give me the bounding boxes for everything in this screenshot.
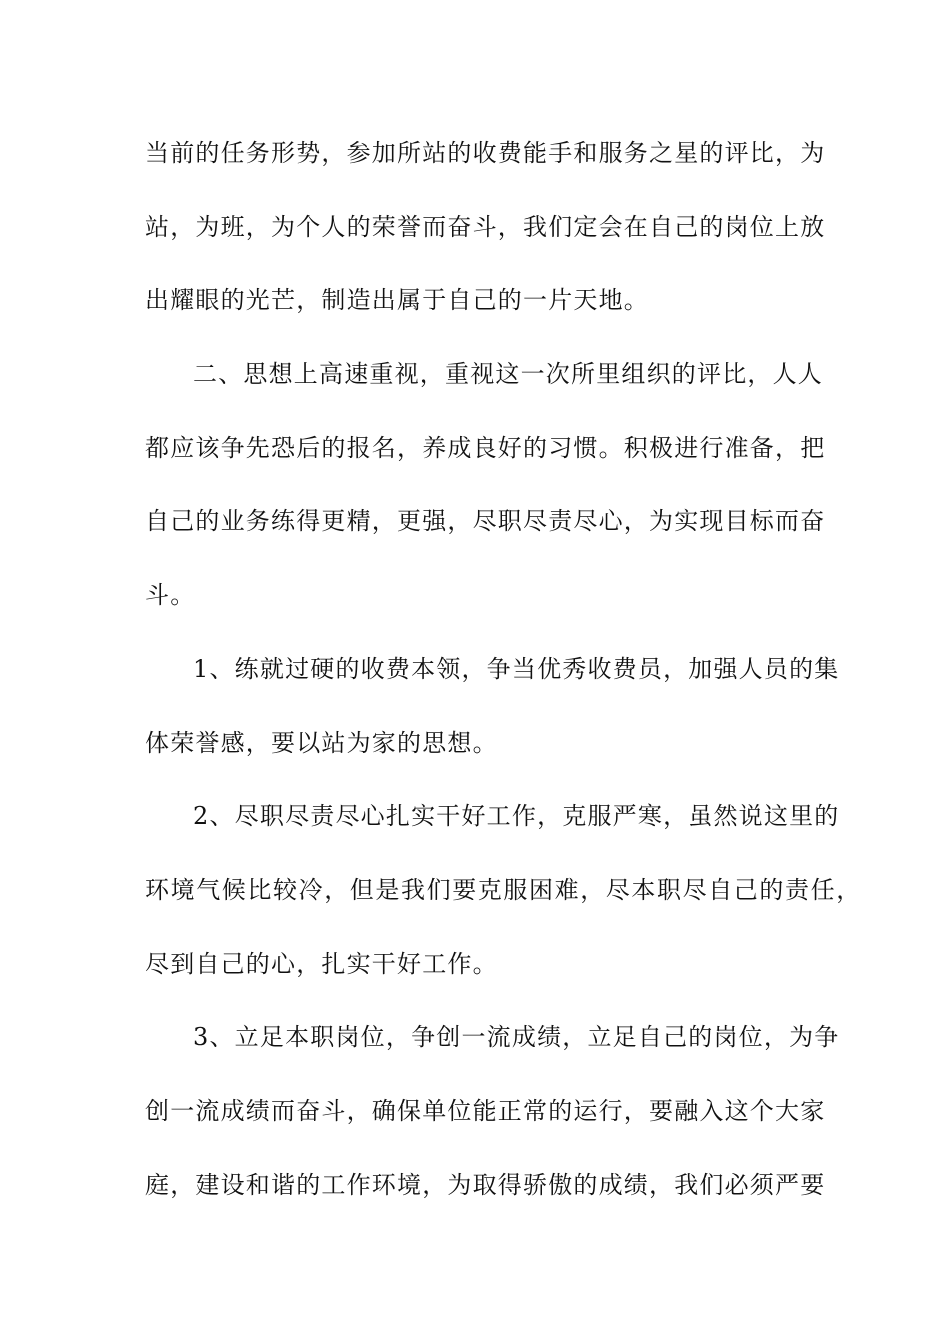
text-line: 斗。 [145, 581, 196, 610]
text-line: 当前的任务形势，参加所站的收费能手和服务之星的评比，为 [145, 139, 826, 167]
item-3-first-line: 3、立足本职岗位，争创一流成绩，立足自己的岗位，为争 [193, 1023, 840, 1052]
text-line: 环境气候比较冷，但是我们要克服困难，尽本职尽自己的责任， [145, 875, 862, 904]
text-line: 创一流成绩而奋斗，确保单位能正常的运行，要融入这个大家 [145, 1096, 826, 1125]
paragraph-2-first-line: 二、思想上高速重视，重视这一次所里组织的评比，人人 [193, 360, 823, 389]
body-text [145, 128, 862, 1233]
text-line: 出耀眼的光芒，制造出属于自己的一片天地。 [145, 286, 649, 315]
item-1-first-line: 1、练就过硬的收费本领，争当优秀收费员，加强人员的集 [193, 654, 840, 683]
text-line: 庭，建设和谐的工作环境，为取得骄傲的成绩，我们必须严要 [145, 1170, 826, 1199]
text-line: 尽到自己的心，扎实干好工作。 [145, 949, 498, 978]
text-line: 都应该争先恐后的报名，养成良好的习惯。积极进行准备，把 [145, 433, 826, 462]
text-line: 体荣誉感，要以站为家的思想。 [145, 728, 498, 757]
item-2-first-line: 2、尽职尽责尽心扎实干好工作，克服严寒，虽然说这里的 [193, 802, 840, 831]
text-line: 站，为班，为个人的荣誉而奋斗，我们定会在自己的岗位上放 [145, 212, 826, 241]
text-line: 自己的业务练得更精，更强，尽职尽责尽心，为实现目标而奋 [145, 507, 826, 536]
